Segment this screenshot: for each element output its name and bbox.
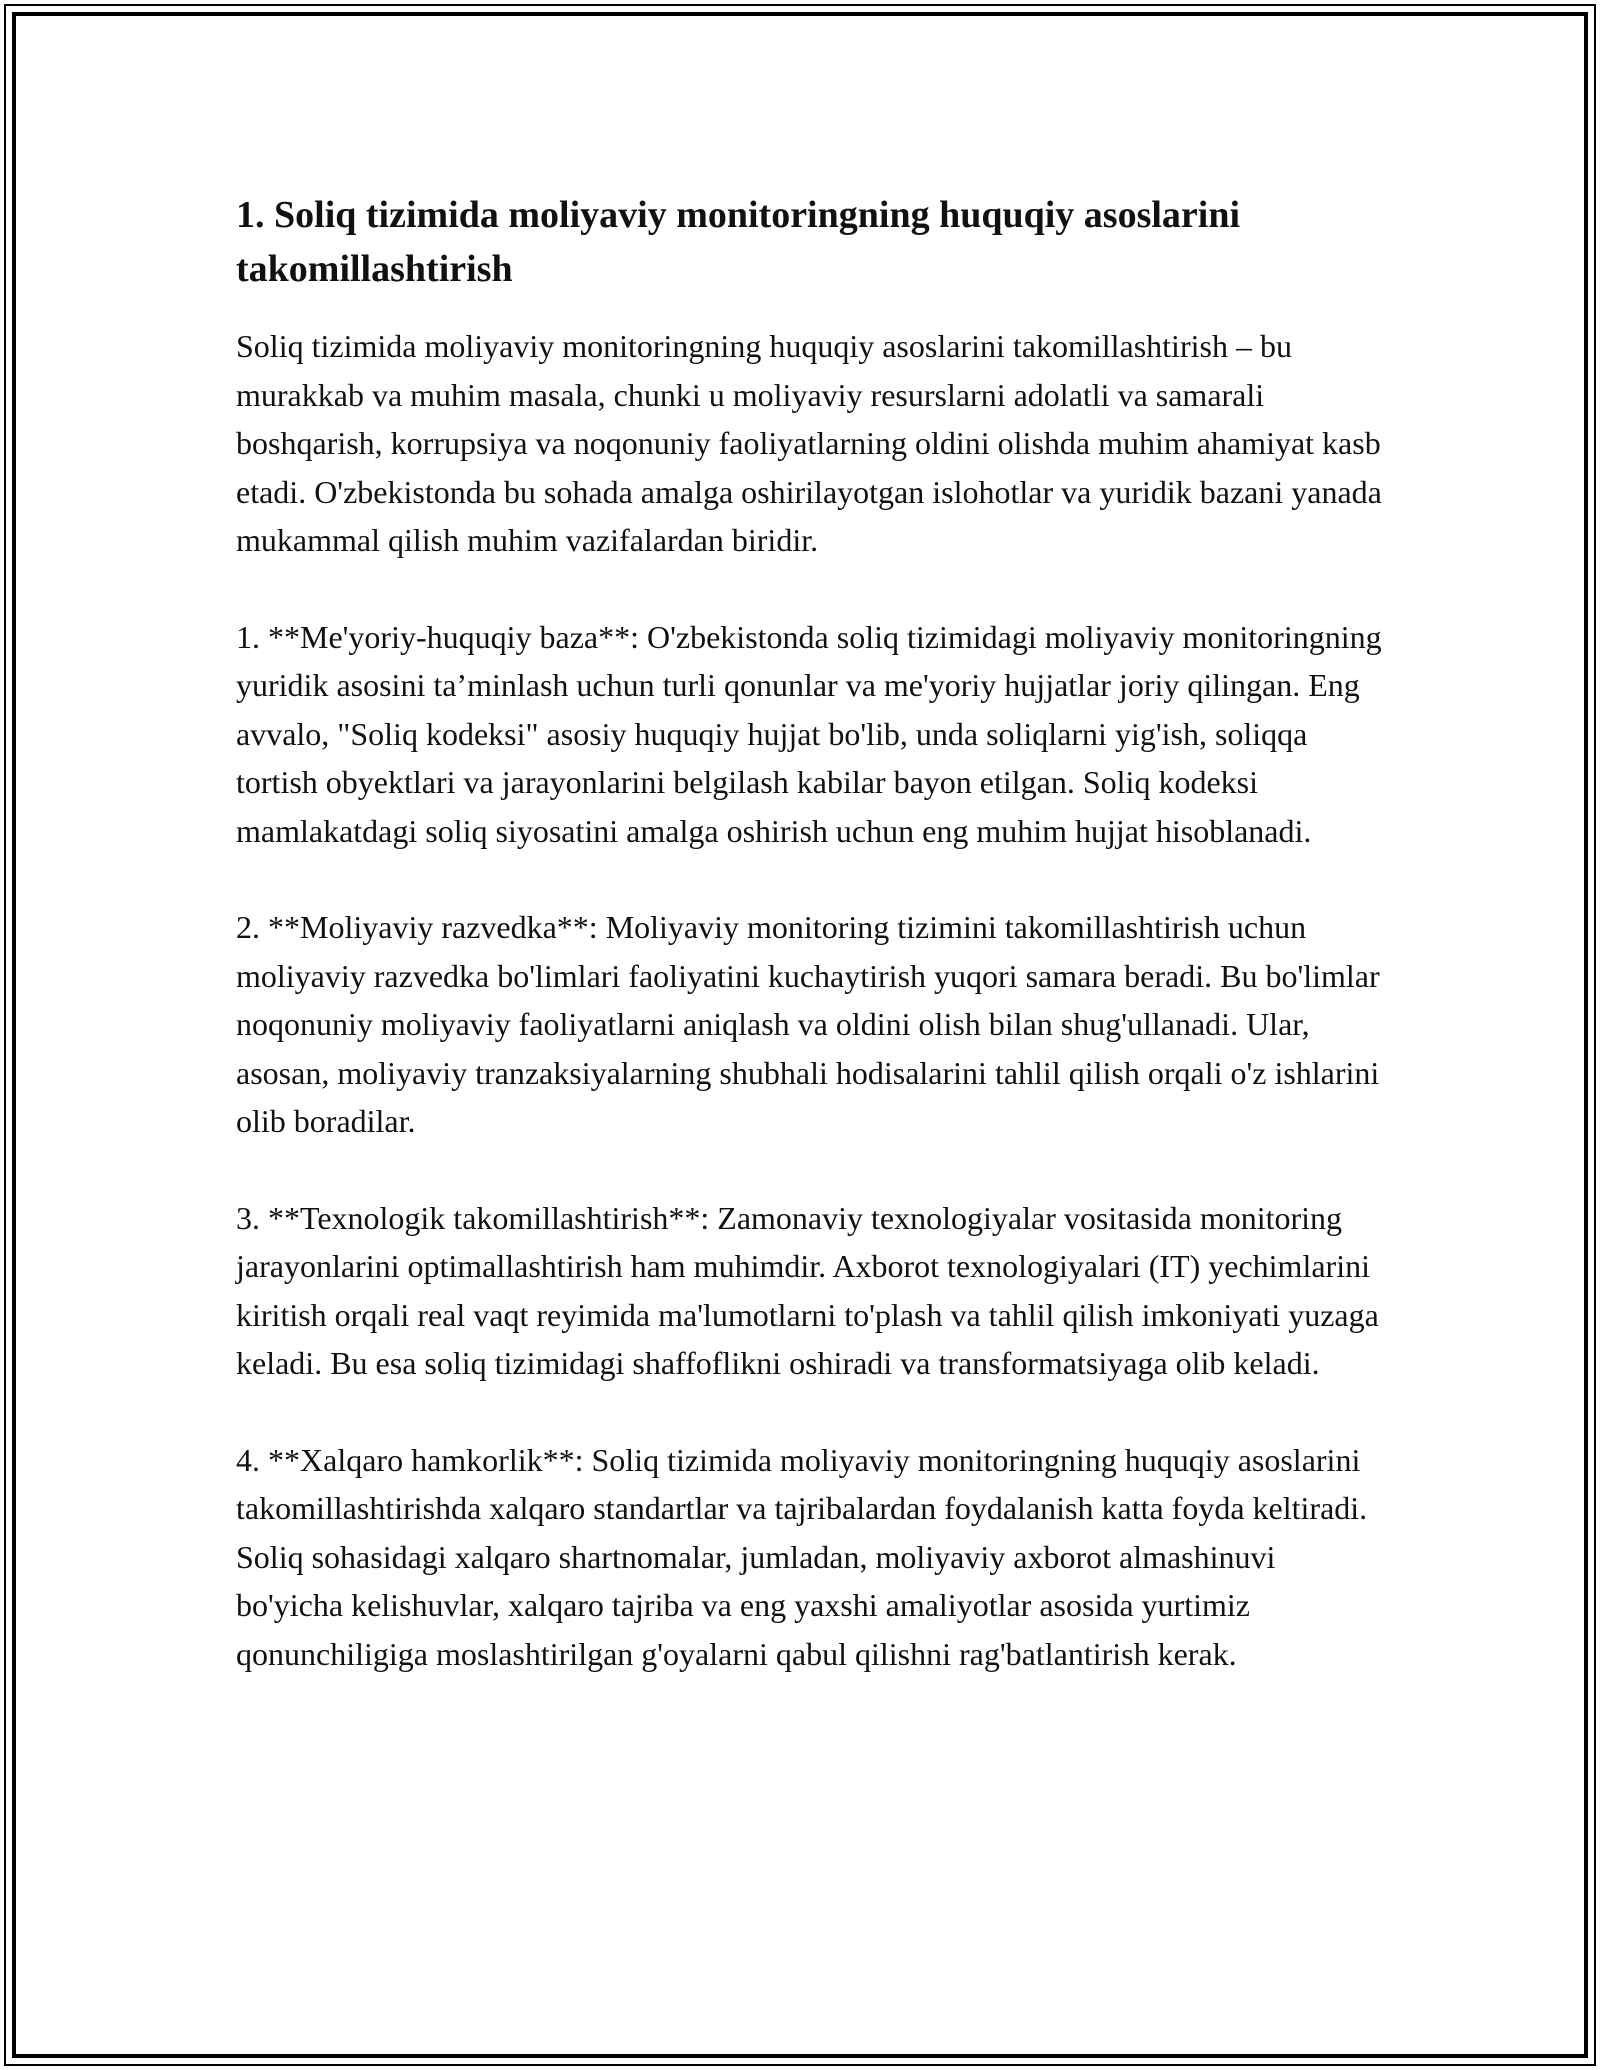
paragraph-international-cooperation: 4. **Xalqaro hamkorlik**: Soliq tizimida moliyaviy monitoringning huquqiy asoslarini takomillashtirishda xalqaro standartlar va tajribalardan foydalanish katta foyda keltiradi. Soliq sohasidagi xalqaro shartnomalar, jumladan, moliyaviy axborot almashinuvi bo'yicha kelishuvlar, xalqaro tajriba va eng yaxshi amaliyotlar asosida yurtimiz qonunchiligiga moslashtirilgan g'oyalarni qabul qilishni rag'batlantirish kerak. [236,1441,1368,1672]
document-body [236,188,1384,1726]
paragraph-financial-intelligence: 2. **Moliyaviy razvedka**: Moliyaviy monitoring tizimini takomillashtirish uchun moliyaviy razvedka bo'limlari faoliyatini kuchaytirish yuqori samara beradi. Bu bo'limlar noqonuniy moliyaviy faoliyatlarni aniqlash va oldini olish bilan shug'ullanadi. Ular, asosan, moliyaviy tranzaksiyalarning shubhali hodisalarini tahlil qilish orqali o'z ishlarini olib boradilar. [236,909,1380,1139]
paragraph-technological-improvement: 3. **Texnologik takomillashtirish**: Zamonaviy texnologiyalar vositasida monitoring jarayonlarini optimallashtirish ham muhimdir. Axborot texnologiyalari (IT) yechimlarini kiritish orqali real vaqt reyimida ma'lumotlarni to'plash va tahlil qilish imkoniyati yuzaga keladi. Bu esa soliq tizimidagi shaffoflikni oshiradi va transformatsiyaga olib keladi. [236,1199,1379,1381]
document-title: 1. Soliq tizimida moliyaviy monitoringning huquqiy asoslarini takomillashtirish [236,194,1241,290]
paragraph-intro: Soliq tizimida moliyaviy monitoringning huquqiy asoslarini takomillashtirish – bu murakkab va muhim masala, chunki u moliyaviy resurslarni adolatli va samarali boshqarish, korrupsiya va noqonuniy faoliyatlarning oldini olishda muhim ahamiyat kasb etadi. O'zbekistonda bu sohada amalga oshirilayotgan islohotlar va yuridik bazani yanada mukammal qilish muhim vazifalardan biridir. [236,328,1382,558]
paragraph-normative-legal-base: 1. **Me'yoriy-huquqiy baza**: O'zbekistonda soliq tizimidagi moliyaviy monitoringning yuridik asosini ta’minlash uchun turli qonunlar va me'yoriy hujjatlar joriy qilingan. Eng avvalo, "Soliq kodeksi" asosiy huquqiy hujjat bo'lib, unda soliqlarni yig'ish, soliqqa tortish obyektlari va jarayonlarini belgilash kabilar bayon etilgan. Soliq kodeksi mamlakatdagi soliq siyosatini amalga oshirish uchun eng muhim hujjat hisoblanadi. [236,618,1382,849]
